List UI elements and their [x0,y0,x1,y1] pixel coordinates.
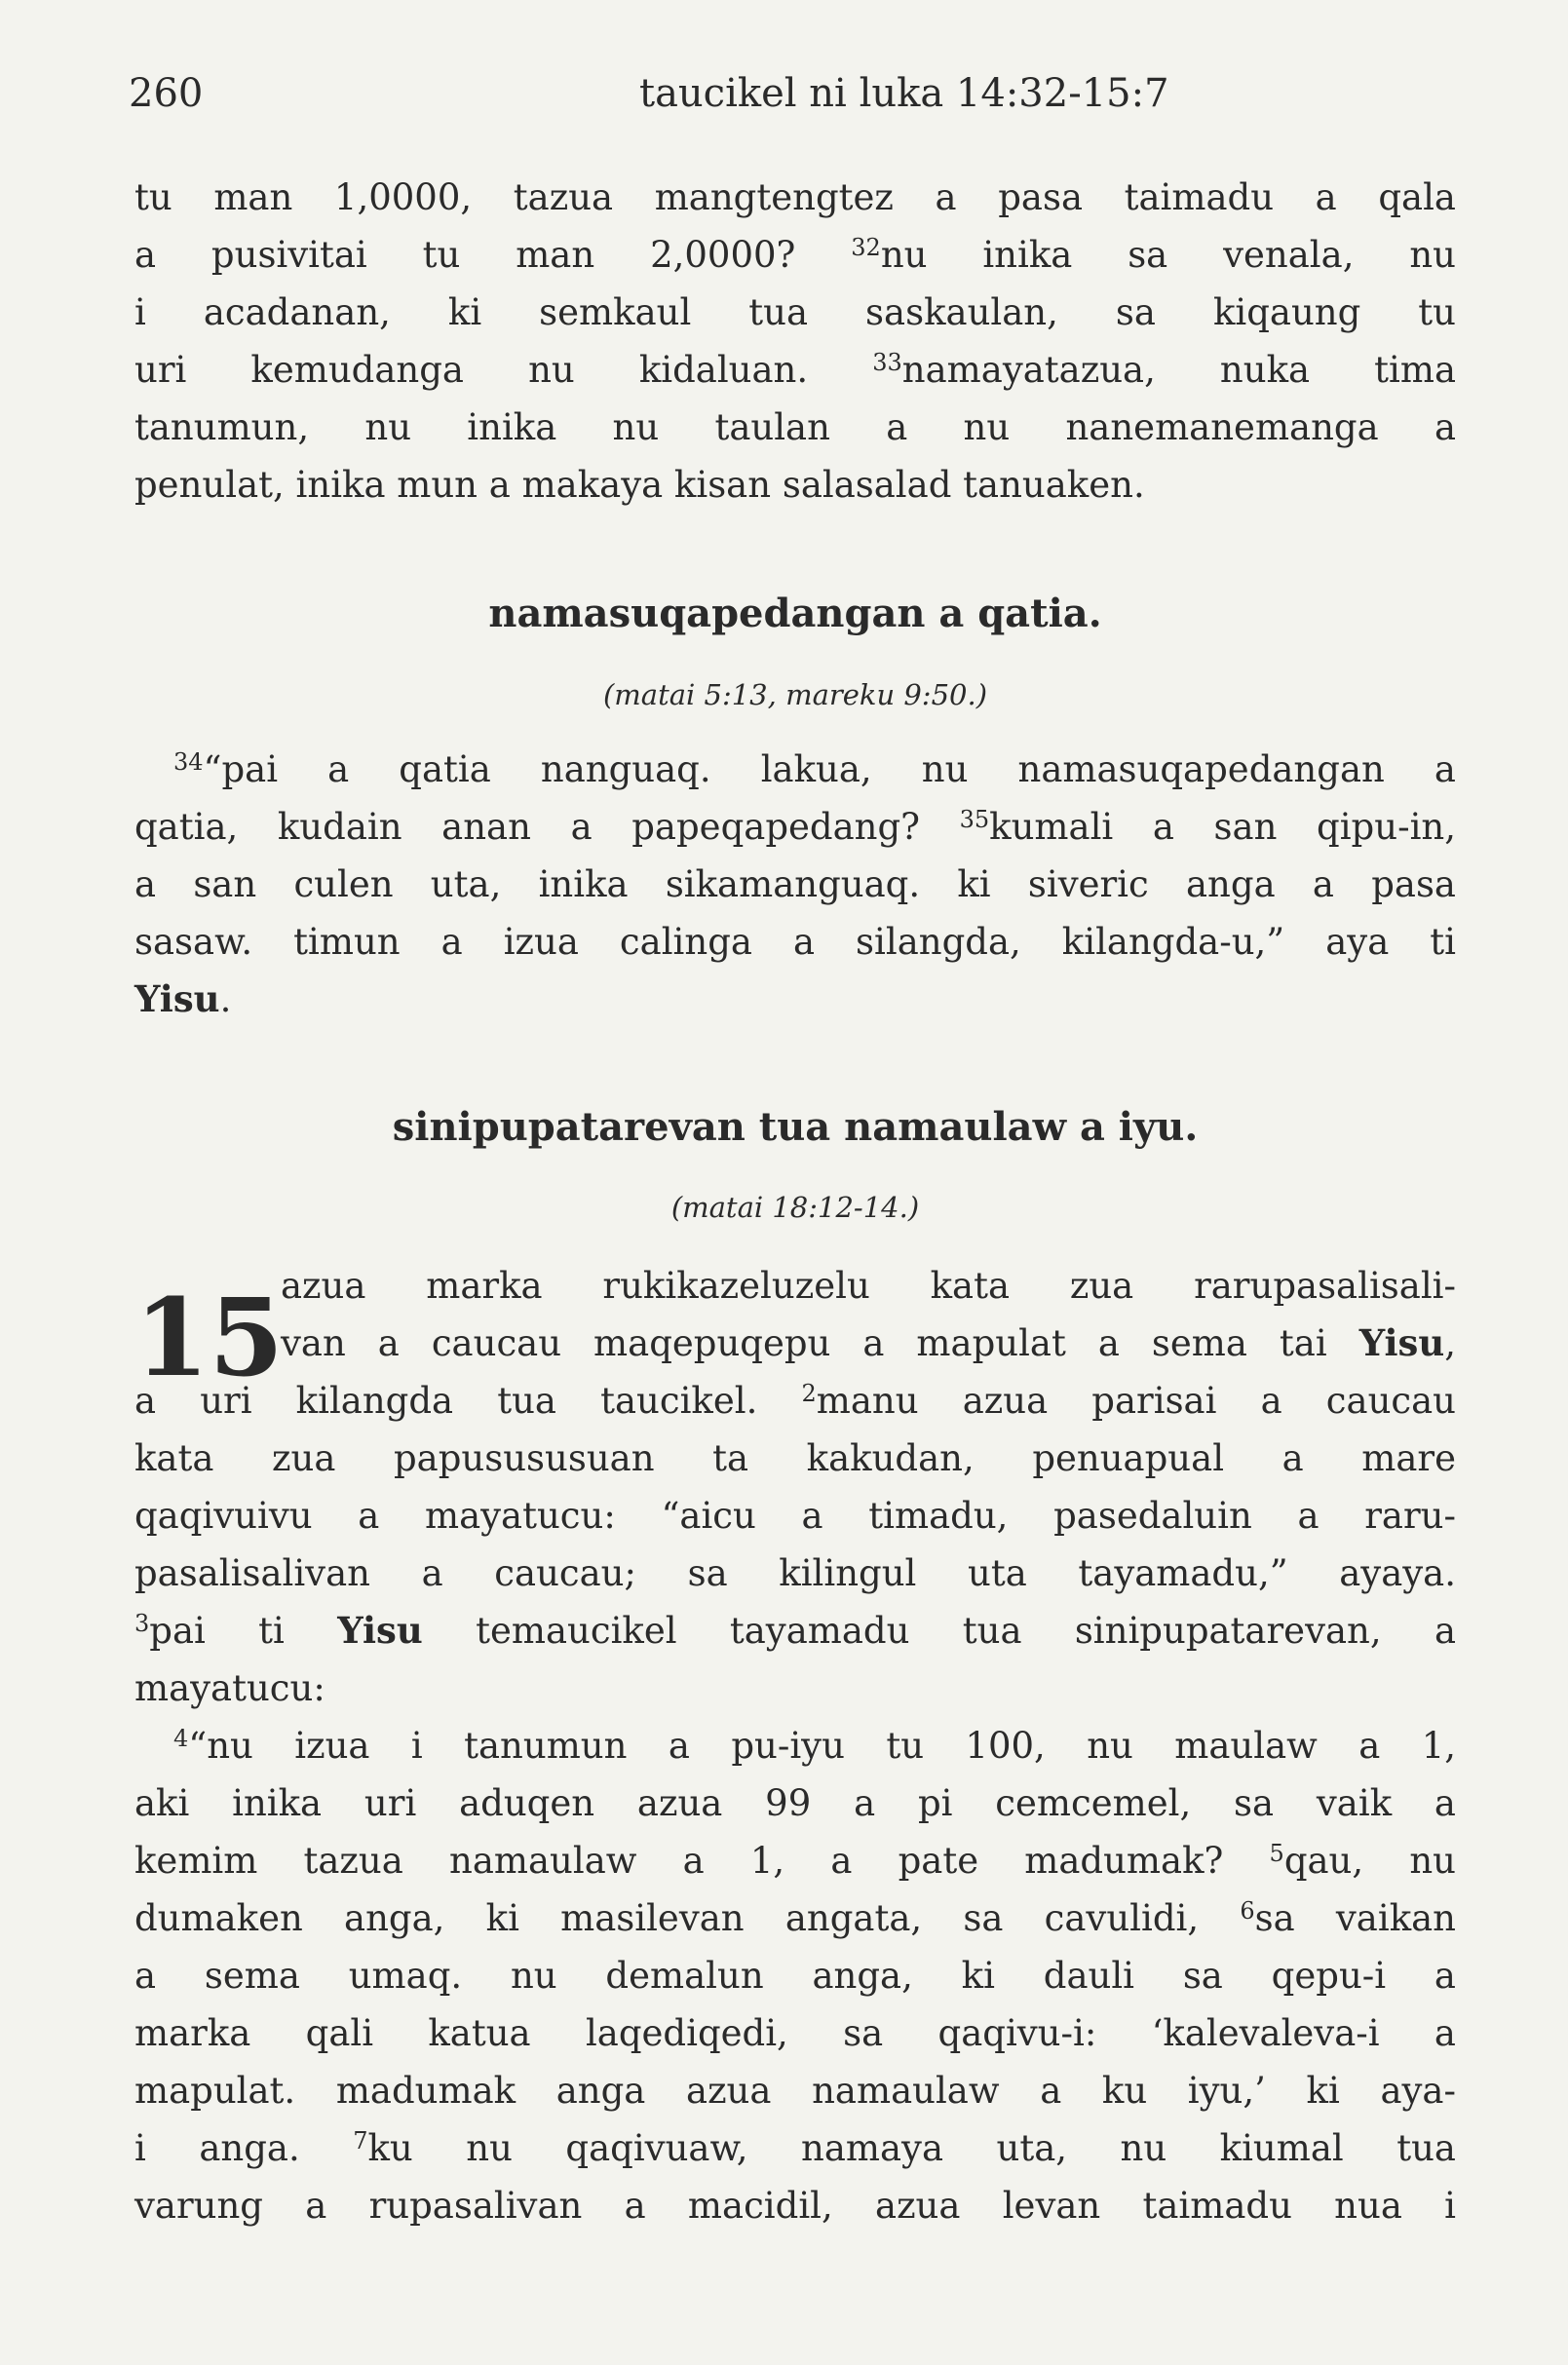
verse-number: 34 [173,748,204,776]
paragraph-luke-14-34 [134,741,1456,1028]
running-title: taucikel ni luka 14:32-15:7 [639,71,1169,116]
paragraph-luke-14-32 [134,169,1456,514]
verse-number: 4 [173,1725,189,1752]
text-span: dumaken anga, ki masilevan angata, sa cavulidi, [134,1897,1200,1939]
text-line [134,1889,1456,1947]
text-line: tanumun, nu inika nu taulan a nu nanemanemanga a [134,406,1456,448]
text-line [134,1717,1456,1774]
text-line: azua marka rukikazeluzelu kata zua rarupasalisali- [281,1265,1456,1307]
cross-reference: (matai 5:13, mareku 9:50.) [602,678,988,711]
text-span: “pai a qatia nanguaq. lakua, nu namasuqapedangan a [203,748,1456,790]
text-span: , [1444,1322,1457,1364]
text-span: sa vaikan [1254,1897,1456,1939]
paragraph-luke-15-1 [134,1372,1456,1717]
text-line [134,1602,1456,1659]
text-line: qaqivuivu a mayatucu: “aicu a timadu, pasedaluin a raru- [134,1495,1456,1537]
text-line: mayatucu: [134,1667,325,1709]
text-line [281,1315,1456,1372]
verse-number: 6 [1240,1897,1255,1925]
text-line [134,798,1456,856]
text-line: varung a rupasalivan a macidil, azua levan taimadu nua i [134,2185,1456,2227]
verse-number: 7 [353,2127,368,2155]
text-span: temaucikel tayamadu tua sinipupatarevan, a [476,1610,1457,1652]
text-line [134,741,1456,798]
text-line [134,1832,1456,1889]
text-span: kumali a san qipu-in, [989,806,1456,848]
text-line: penulat, inika mun a makaya kisan salasalad tanuaken. [134,464,1145,506]
text-line: mapulat. madumak anga azua namaulaw a ku iyu,’ ki aya- [134,2070,1456,2112]
text-line: a san culen uta, inika sikamanguaq. ki siveric anga a pasa [134,863,1456,905]
cross-reference: (matai 18:12-14.) [670,1191,920,1224]
verse-number: 32 [851,234,881,261]
text-line: pasalisalivan a caucau; sa kilingul uta tayamadu,” ayaya. [134,1552,1456,1594]
name-yisu: Yisu [134,977,220,1020]
text-line [134,1372,1456,1430]
chapter-opening-lines [281,1257,1456,1372]
text-line: i acadanan, ki semkaul tua saskaulan, sa kiqaung tu [134,291,1456,333]
text-line [134,971,1456,1028]
verse-number: 2 [801,1380,817,1407]
page-header [129,64,1439,123]
text-span: uri kemudanga nu kidaluan. [134,349,809,391]
text-line [134,226,1456,284]
text-span: manu azua parisai a caucau [816,1380,1457,1422]
verse-number: 33 [872,349,902,376]
text-span: a uri kilangda tua taucikel. [134,1380,758,1422]
text-span: pai ti [149,1610,285,1652]
text-span: a pusivitai tu man 2,0000? [134,234,796,276]
section-heading: namasuqapedangan a qatia. [488,591,1102,636]
text-line: aki inika uri aduqen azua 99 a pi cemcemel, sa vaik a [134,1782,1456,1824]
text-line [134,2119,1456,2177]
chapter-number: 15 [134,1275,285,1400]
verse-number: 35 [959,806,990,833]
section-heading: sinipupatarevan tua namaulaw a iyu. [392,1104,1199,1150]
name-yisu: Yisu [337,1609,423,1652]
verse-number: 5 [1269,1840,1284,1867]
text-span: “nu izua i tanumun a pu-iyu tu 100, nu maulaw a 1, [188,1725,1456,1767]
text-span: i anga. [134,2127,300,2169]
name-yisu: Yisu [1358,1321,1445,1364]
text-span: kemim tazua namaulaw a 1, a pate madumak? [134,1840,1224,1882]
verse-number: 3 [134,1610,150,1637]
text-line: sasaw. timun a izua calinga a silangda, kilangda-u,” aya ti [134,921,1456,963]
text-span: ku nu qaqivuaw, namaya uta, nu kiumal tua [367,2127,1456,2169]
text-line: a sema umaq. nu demalun anga, ki dauli sa qepu-i a [134,1955,1456,1997]
text-span: qatia, kudain anan a papeqapedang? [134,806,920,848]
text-span: nu inika sa venala, nu [880,234,1456,276]
paragraph-luke-15-4 [134,1717,1456,2234]
page-number: 260 [129,71,204,116]
text-span: qau, nu [1283,1840,1456,1882]
text-span: . [219,978,232,1020]
text-line: tu man 1,0000, tazua mangtengtez a pasa taimadu a qala [134,176,1456,218]
text-line: kata zua papusususuan ta kakudan, penuapual a mare [134,1437,1456,1479]
text-span: namayatazua, nuka tima [901,349,1457,391]
text-span: van a caucau maqepuqepu a mapulat a sema tai [281,1322,1327,1364]
text-line [134,341,1456,399]
text-line: marka qali katua laqediqedi, sa qaqivu-i: ‘kalevaleva-i a [134,2012,1456,2054]
